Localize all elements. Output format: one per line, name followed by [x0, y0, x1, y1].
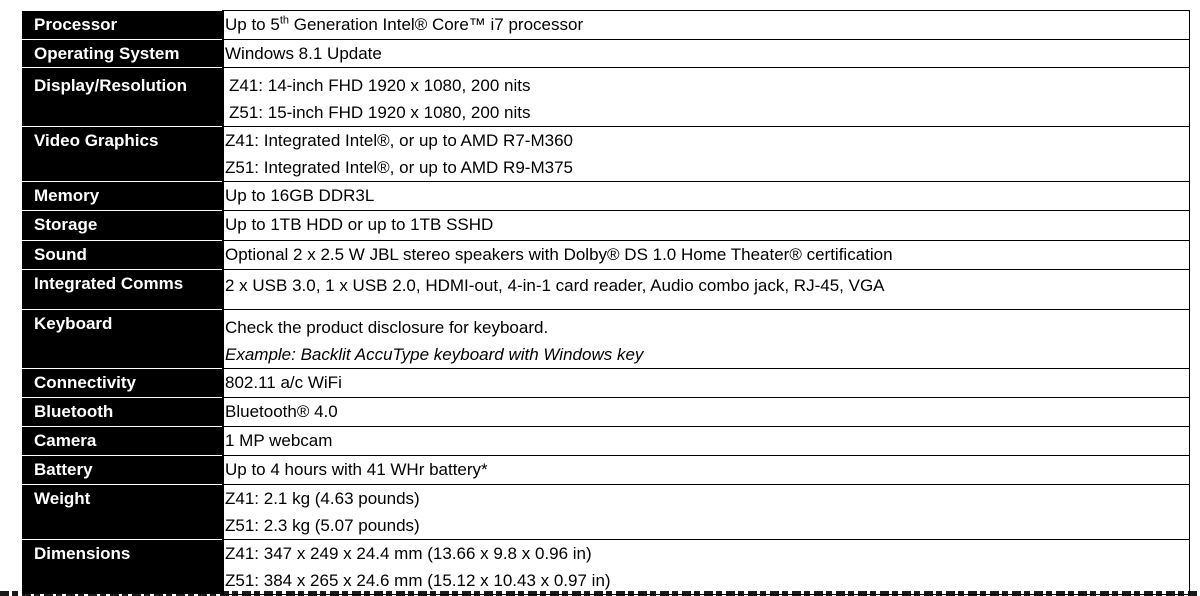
row-value: Up to 5th Generation Intel® Core™ i7 processor — [223, 11, 1190, 40]
row-label: Camera — [22, 427, 223, 456]
table-row — [22, 369, 1190, 398]
cropped-text-edge — [0, 591, 1200, 596]
row-label: Battery — [22, 456, 223, 485]
row-value: 802.11 a/c WiFi — [223, 369, 1190, 398]
table-row — [22, 11, 1190, 40]
row-label: Video Graphics — [22, 127, 223, 182]
row-label: Sound — [22, 241, 223, 270]
table-row — [22, 540, 1190, 595]
row-label: Storage — [22, 211, 223, 241]
table-row — [22, 485, 1190, 540]
row-value: 1 MP webcam — [223, 427, 1190, 456]
table-row — [22, 182, 1190, 211]
row-value: Optional 2 x 2.5 W JBL stereo speakers with Dolby® DS 1.0 Home Theater® certification — [223, 241, 1190, 270]
row-label: Operating System — [22, 40, 223, 68]
row-label: Memory — [22, 182, 223, 211]
row-value: 2 x USB 3.0, 1 x USB 2.0, HDMI-out, 4-in-1 card reader, Audio combo jack, RJ-45, VGA — [223, 270, 1190, 310]
row-label: Connectivity — [22, 369, 223, 398]
row-value: Z41: 14-inch FHD 1920 x 1080, 200 nits Z51: 15-inch FHD 1920 x 1080, 200 nits — [223, 68, 1190, 127]
row-label: Keyboard — [22, 310, 223, 369]
table-row — [22, 241, 1190, 270]
row-label: Dimensions — [22, 540, 223, 595]
row-value: Z41: Integrated Intel®, or up to AMD R7-M360 Z51: Integrated Intel®, or up to AMD R9-M375 — [223, 127, 1190, 182]
row-value: Z41: 2.1 kg (4.63 pounds) Z51: 2.3 kg (5.07 pounds) — [223, 485, 1190, 540]
row-label: Processor — [22, 11, 223, 40]
row-value: Bluetooth® 4.0 — [223, 398, 1190, 427]
table-row — [22, 68, 1190, 127]
table-row — [22, 398, 1190, 427]
table-row — [22, 127, 1190, 182]
row-label: Integrated Comms — [22, 270, 223, 310]
row-value: Windows 8.1 Update — [223, 40, 1190, 68]
row-label: Bluetooth — [22, 398, 223, 427]
table-row — [22, 427, 1190, 456]
table-row — [22, 456, 1190, 485]
table-row — [22, 270, 1190, 310]
table-row — [22, 40, 1190, 68]
row-label: Weight — [22, 485, 223, 540]
table-row — [22, 211, 1190, 241]
row-value: Up to 1TB HDD or up to 1TB SSHD — [223, 211, 1190, 241]
row-value: Z41: 347 x 249 x 24.4 mm (13.66 x 9.8 x 0.96 in) Z51: 384 x 265 x 24.6 mm (15.12 x 10.43 x 0.97 in) — [223, 540, 1190, 595]
row-value: Up to 4 hours with 41 WHr battery* — [223, 456, 1190, 485]
spec-table — [22, 10, 1190, 595]
row-value: Up to 16GB DDR3L — [223, 182, 1190, 211]
table-row — [22, 310, 1190, 369]
row-value: Check the product disclosure for keyboard. Example: Backlit AccuType keyboard with Windows key — [223, 310, 1190, 369]
row-label: Display/Resolution — [22, 68, 223, 127]
